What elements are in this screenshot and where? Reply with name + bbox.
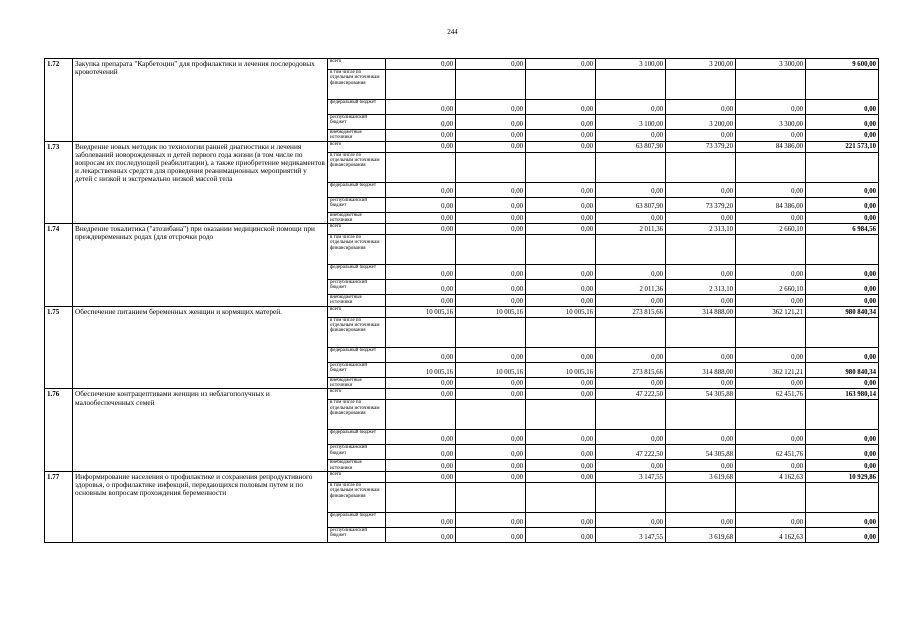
value-cell (736, 235, 806, 265)
value-cell (526, 317, 596, 347)
value-cell: 3 619,68 (666, 471, 736, 482)
value-cell: 2 313,10 (666, 224, 736, 235)
funding-source-label: всего (328, 389, 386, 400)
funding-source-label: в том числе по отдельным источникам финансирования (328, 400, 386, 430)
value-cell: 0,00 (736, 182, 806, 197)
value-cell: 0,00 (456, 197, 526, 212)
value-cell: 3 619,68 (666, 527, 736, 542)
value-cell: 0,00 (456, 295, 526, 307)
value-cell: 0,00 (456, 100, 526, 115)
funding-source-label: внебюджетные источники (328, 130, 386, 142)
value-cell: 362 121,21 (736, 362, 806, 377)
value-cell: 0,00 (596, 512, 666, 527)
value-cell: 0,00 (596, 182, 666, 197)
value-cell (596, 152, 666, 182)
value-cell: 0,00 (386, 265, 456, 280)
value-cell: 0,00 (666, 377, 736, 389)
value-cell: 0,00 (526, 224, 596, 235)
value-cell: 0,00 (736, 212, 806, 224)
total-value-cell: 0,00 (806, 295, 879, 307)
value-cell: 0,00 (456, 212, 526, 224)
value-cell: 0,00 (526, 182, 596, 197)
value-cell: 0,00 (456, 445, 526, 460)
value-cell: 0,00 (386, 471, 456, 482)
value-cell (526, 400, 596, 430)
value-cell: 3 200,00 (666, 59, 736, 70)
funding-source-label: внебюджетные источники (328, 295, 386, 307)
value-cell (386, 152, 456, 182)
item-number: 1.72 (45, 59, 73, 142)
value-cell: 0,00 (736, 377, 806, 389)
value-cell: 10 005,16 (386, 362, 456, 377)
value-cell: 0,00 (456, 471, 526, 482)
funding-source-label: республиканский бюджет (328, 527, 386, 542)
item-number: 1.75 (45, 306, 73, 389)
total-value-cell: 0,00 (806, 115, 879, 130)
funding-source-label: республиканский бюджет (328, 115, 386, 130)
value-cell: 10 005,16 (456, 362, 526, 377)
item-description: Закупка препарата "Карбетоцин" для профилактики и лечения послеродовых кровотечений (73, 59, 328, 142)
value-cell (456, 70, 526, 100)
value-cell: 0,00 (736, 460, 806, 472)
value-cell (666, 482, 736, 512)
funding-source-label: всего (328, 224, 386, 235)
value-cell: 0,00 (526, 430, 596, 445)
value-cell: 0,00 (386, 347, 456, 362)
value-cell (456, 235, 526, 265)
value-cell: 0,00 (456, 141, 526, 152)
value-cell: 2 660,10 (736, 280, 806, 295)
value-cell: 314 888,00 (666, 362, 736, 377)
value-cell: 2 660,10 (736, 224, 806, 235)
item-number: 1.77 (45, 471, 73, 542)
value-cell: 0,00 (526, 377, 596, 389)
total-value-cell: 0,00 (806, 347, 879, 362)
table-row (45, 471, 879, 482)
value-cell: 0,00 (386, 527, 456, 542)
value-cell (386, 400, 456, 430)
value-cell: 0,00 (456, 512, 526, 527)
value-cell: 0,00 (456, 389, 526, 400)
value-cell: 73 379,20 (666, 141, 736, 152)
value-cell: 2 313,10 (666, 280, 736, 295)
value-cell (736, 482, 806, 512)
value-cell: 0,00 (736, 265, 806, 280)
total-value-cell: 0,00 (806, 445, 879, 460)
value-cell: 4 162,63 (736, 471, 806, 482)
value-cell (666, 152, 736, 182)
value-cell: 0,00 (526, 471, 596, 482)
funding-source-label: федеральный бюджет (328, 512, 386, 527)
value-cell: 0,00 (526, 197, 596, 212)
total-value-cell: 9 600,00 (806, 59, 879, 70)
value-cell: 62 451,76 (736, 445, 806, 460)
item-description: Информирование населения о профилактике и сохранения репродуктивного здоровья, о профилактике инфекций, передающихся половым путем и по основным вопросам прохождения беременности (73, 471, 328, 542)
table-row (45, 306, 879, 317)
value-cell: 0,00 (666, 295, 736, 307)
value-cell: 0,00 (526, 100, 596, 115)
value-cell (456, 400, 526, 430)
value-cell: 63 807,90 (596, 141, 666, 152)
value-cell: 3 100,00 (596, 115, 666, 130)
value-cell (456, 482, 526, 512)
value-cell: 0,00 (666, 265, 736, 280)
item-number: 1.76 (45, 389, 73, 472)
value-cell: 0,00 (666, 430, 736, 445)
value-cell: 3 147,55 (596, 471, 666, 482)
value-cell: 2 011,36 (596, 280, 666, 295)
value-cell: 0,00 (526, 130, 596, 142)
funding-source-label: в том числе по отдельным источникам финансирования (328, 235, 386, 265)
value-cell (456, 152, 526, 182)
funding-source-label: федеральный бюджет (328, 100, 386, 115)
value-cell: 0,00 (386, 377, 456, 389)
value-cell: 0,00 (596, 347, 666, 362)
total-value-cell: 0,00 (806, 130, 879, 142)
total-value-cell (806, 70, 879, 100)
value-cell (386, 317, 456, 347)
funding-source-label: в том числе по отдельным источникам финансирования (328, 70, 386, 100)
total-value-cell: 0,00 (806, 460, 879, 472)
value-cell (666, 400, 736, 430)
value-cell: 54 305,88 (666, 389, 736, 400)
value-cell: 0,00 (666, 347, 736, 362)
total-value-cell: 0,00 (806, 197, 879, 212)
value-cell: 0,00 (666, 460, 736, 472)
total-value-cell (806, 400, 879, 430)
value-cell: 0,00 (456, 182, 526, 197)
value-cell: 0,00 (736, 347, 806, 362)
item-number: 1.74 (45, 224, 73, 307)
value-cell: 0,00 (736, 430, 806, 445)
budget-table-body (45, 59, 879, 543)
value-cell (456, 317, 526, 347)
funding-source-label: внебюджетные источники (328, 460, 386, 472)
value-cell: 0,00 (386, 295, 456, 307)
budget-table (44, 58, 879, 543)
value-cell: 0,00 (736, 295, 806, 307)
funding-source-label: в том числе по отдельным источникам финансирования (328, 152, 386, 182)
value-cell (666, 235, 736, 265)
value-cell (526, 482, 596, 512)
value-cell: 0,00 (526, 460, 596, 472)
value-cell: 0,00 (596, 265, 666, 280)
total-value-cell (806, 482, 879, 512)
value-cell (596, 317, 666, 347)
value-cell: 0,00 (456, 430, 526, 445)
total-value-cell: 0,00 (806, 377, 879, 389)
total-value-cell (806, 235, 879, 265)
value-cell: 3 147,55 (596, 527, 666, 542)
total-value-cell: 221 573,10 (806, 141, 879, 152)
funding-source-label: республиканский бюджет (328, 445, 386, 460)
value-cell: 0,00 (386, 182, 456, 197)
total-value-cell: 0,00 (806, 527, 879, 542)
funding-source-label: республиканский бюджет (328, 362, 386, 377)
value-cell: 0,00 (596, 100, 666, 115)
value-cell (386, 235, 456, 265)
value-cell: 0,00 (456, 377, 526, 389)
value-cell: 0,00 (456, 130, 526, 142)
value-cell: 273 815,66 (596, 362, 666, 377)
funding-source-label: федеральный бюджет (328, 182, 386, 197)
value-cell: 84 386,00 (736, 197, 806, 212)
funding-source-label: в том числе по отдельным источникам финансирования (328, 482, 386, 512)
value-cell: 10 005,16 (456, 306, 526, 317)
total-value-cell: 0,00 (806, 212, 879, 224)
table-row (45, 389, 879, 400)
value-cell: 3 200,00 (666, 115, 736, 130)
value-cell (736, 317, 806, 347)
value-cell: 10 005,16 (526, 306, 596, 317)
value-cell: 0,00 (526, 389, 596, 400)
value-cell (736, 70, 806, 100)
item-description: Обеспечение питанием беременных женщин и кормящих матерей. (73, 306, 328, 389)
funding-source-label: в том числе по отдельным источникам финансирования (328, 317, 386, 347)
value-cell: 0,00 (386, 280, 456, 295)
value-cell: 0,00 (666, 130, 736, 142)
value-cell: 47 222,50 (596, 389, 666, 400)
value-cell: 0,00 (386, 445, 456, 460)
value-cell: 4 162,63 (736, 527, 806, 542)
total-value-cell: 980 840,34 (806, 362, 879, 377)
value-cell: 0,00 (386, 115, 456, 130)
value-cell: 0,00 (386, 212, 456, 224)
value-cell: 314 888,00 (666, 306, 736, 317)
value-cell: 0,00 (456, 347, 526, 362)
value-cell (526, 235, 596, 265)
total-value-cell: 0,00 (806, 265, 879, 280)
value-cell: 0,00 (526, 512, 596, 527)
value-cell: 0,00 (596, 460, 666, 472)
value-cell: 0,00 (456, 280, 526, 295)
funding-source-label: всего (328, 471, 386, 482)
value-cell (596, 235, 666, 265)
funding-source-label: всего (328, 59, 386, 70)
value-cell: 0,00 (596, 430, 666, 445)
value-cell: 0,00 (596, 377, 666, 389)
value-cell: 0,00 (386, 100, 456, 115)
total-value-cell: 0,00 (806, 100, 879, 115)
value-cell: 0,00 (526, 115, 596, 130)
value-cell: 362 121,21 (736, 306, 806, 317)
value-cell: 0,00 (456, 115, 526, 130)
funding-source-label: федеральный бюджет (328, 347, 386, 362)
table-row (45, 141, 879, 152)
value-cell: 0,00 (386, 389, 456, 400)
value-cell: 0,00 (666, 512, 736, 527)
value-cell: 63 807,90 (596, 197, 666, 212)
funding-source-label: федеральный бюджет (328, 265, 386, 280)
value-cell: 3 100,00 (596, 59, 666, 70)
item-description: Внедрение новых методик по технологии ранней диагностики и лечения заболеваний новорожденных и детей первого года жизни (в том числе по вопросам их последующей реабилитации), а также приобретение медикаментов и лекарственных средств для проведения реанимационных мероприятий у детей с низкой и экстремально низкой массой тела (73, 141, 328, 224)
value-cell: 0,00 (456, 265, 526, 280)
total-value-cell: 980 840,34 (806, 306, 879, 317)
value-cell (666, 317, 736, 347)
value-cell: 0,00 (456, 224, 526, 235)
funding-source-label: республиканский бюджет (328, 280, 386, 295)
value-cell (386, 482, 456, 512)
value-cell: 0,00 (666, 182, 736, 197)
value-cell: 0,00 (666, 212, 736, 224)
total-value-cell (806, 152, 879, 182)
value-cell: 0,00 (736, 130, 806, 142)
funding-source-label: внебюджетные источники (328, 377, 386, 389)
value-cell: 0,00 (386, 512, 456, 527)
table-row (45, 59, 879, 70)
value-cell (596, 70, 666, 100)
value-cell: 54 305,88 (666, 445, 736, 460)
value-cell: 0,00 (526, 527, 596, 542)
value-cell: 0,00 (736, 100, 806, 115)
value-cell: 0,00 (386, 197, 456, 212)
value-cell: 10 005,16 (526, 362, 596, 377)
value-cell: 0,00 (596, 130, 666, 142)
funding-source-label: всего (328, 141, 386, 152)
total-value-cell (806, 317, 879, 347)
value-cell: 47 222,50 (596, 445, 666, 460)
total-value-cell: 6 984,56 (806, 224, 879, 235)
total-value-cell: 0,00 (806, 182, 879, 197)
value-cell (736, 152, 806, 182)
value-cell: 0,00 (456, 527, 526, 542)
value-cell (596, 482, 666, 512)
value-cell: 0,00 (526, 280, 596, 295)
value-cell: 3 300,00 (736, 59, 806, 70)
page-number: 244 (447, 28, 458, 36)
value-cell: 2 011,36 (596, 224, 666, 235)
value-cell: 0,00 (596, 212, 666, 224)
value-cell (666, 70, 736, 100)
value-cell: 0,00 (526, 212, 596, 224)
funding-source-label: республиканский бюджет (328, 197, 386, 212)
value-cell: 0,00 (386, 59, 456, 70)
value-cell: 0,00 (736, 512, 806, 527)
value-cell (596, 400, 666, 430)
value-cell: 0,00 (386, 141, 456, 152)
total-value-cell: 0,00 (806, 280, 879, 295)
item-description: Обеспечение контрацептивами женщин из неблагополучных и малообеспеченных семей (73, 389, 328, 472)
value-cell (386, 70, 456, 100)
item-number: 1.73 (45, 141, 73, 224)
value-cell: 0,00 (456, 460, 526, 472)
total-value-cell: 10 929,86 (806, 471, 879, 482)
value-cell: 0,00 (526, 265, 596, 280)
funding-source-label: федеральный бюджет (328, 430, 386, 445)
item-description: Внедрение токалитика ("атозибана") при оказании медицинской помощи при преждевременных родах (для отсрочки родо (73, 224, 328, 307)
total-value-cell: 0,00 (806, 430, 879, 445)
total-value-cell: 163 980,14 (806, 389, 879, 400)
value-cell: 0,00 (456, 59, 526, 70)
value-cell: 0,00 (386, 224, 456, 235)
value-cell: 0,00 (386, 460, 456, 472)
value-cell: 0,00 (526, 347, 596, 362)
value-cell (736, 400, 806, 430)
value-cell: 0,00 (526, 59, 596, 70)
value-cell: 273 815,66 (596, 306, 666, 317)
value-cell: 0,00 (526, 295, 596, 307)
funding-source-label: всего (328, 306, 386, 317)
value-cell: 84 386,00 (736, 141, 806, 152)
value-cell: 10 005,16 (386, 306, 456, 317)
value-cell: 0,00 (386, 130, 456, 142)
value-cell: 62 451,76 (736, 389, 806, 400)
table-row (45, 224, 879, 235)
value-cell (526, 70, 596, 100)
value-cell (526, 152, 596, 182)
value-cell: 0,00 (666, 100, 736, 115)
funding-source-label: внебюджетные источники (328, 212, 386, 224)
value-cell: 3 300,00 (736, 115, 806, 130)
value-cell: 0,00 (386, 430, 456, 445)
value-cell: 0,00 (596, 295, 666, 307)
total-value-cell: 0,00 (806, 512, 879, 527)
value-cell: 0,00 (526, 141, 596, 152)
value-cell: 73 379,20 (666, 197, 736, 212)
value-cell: 0,00 (526, 445, 596, 460)
